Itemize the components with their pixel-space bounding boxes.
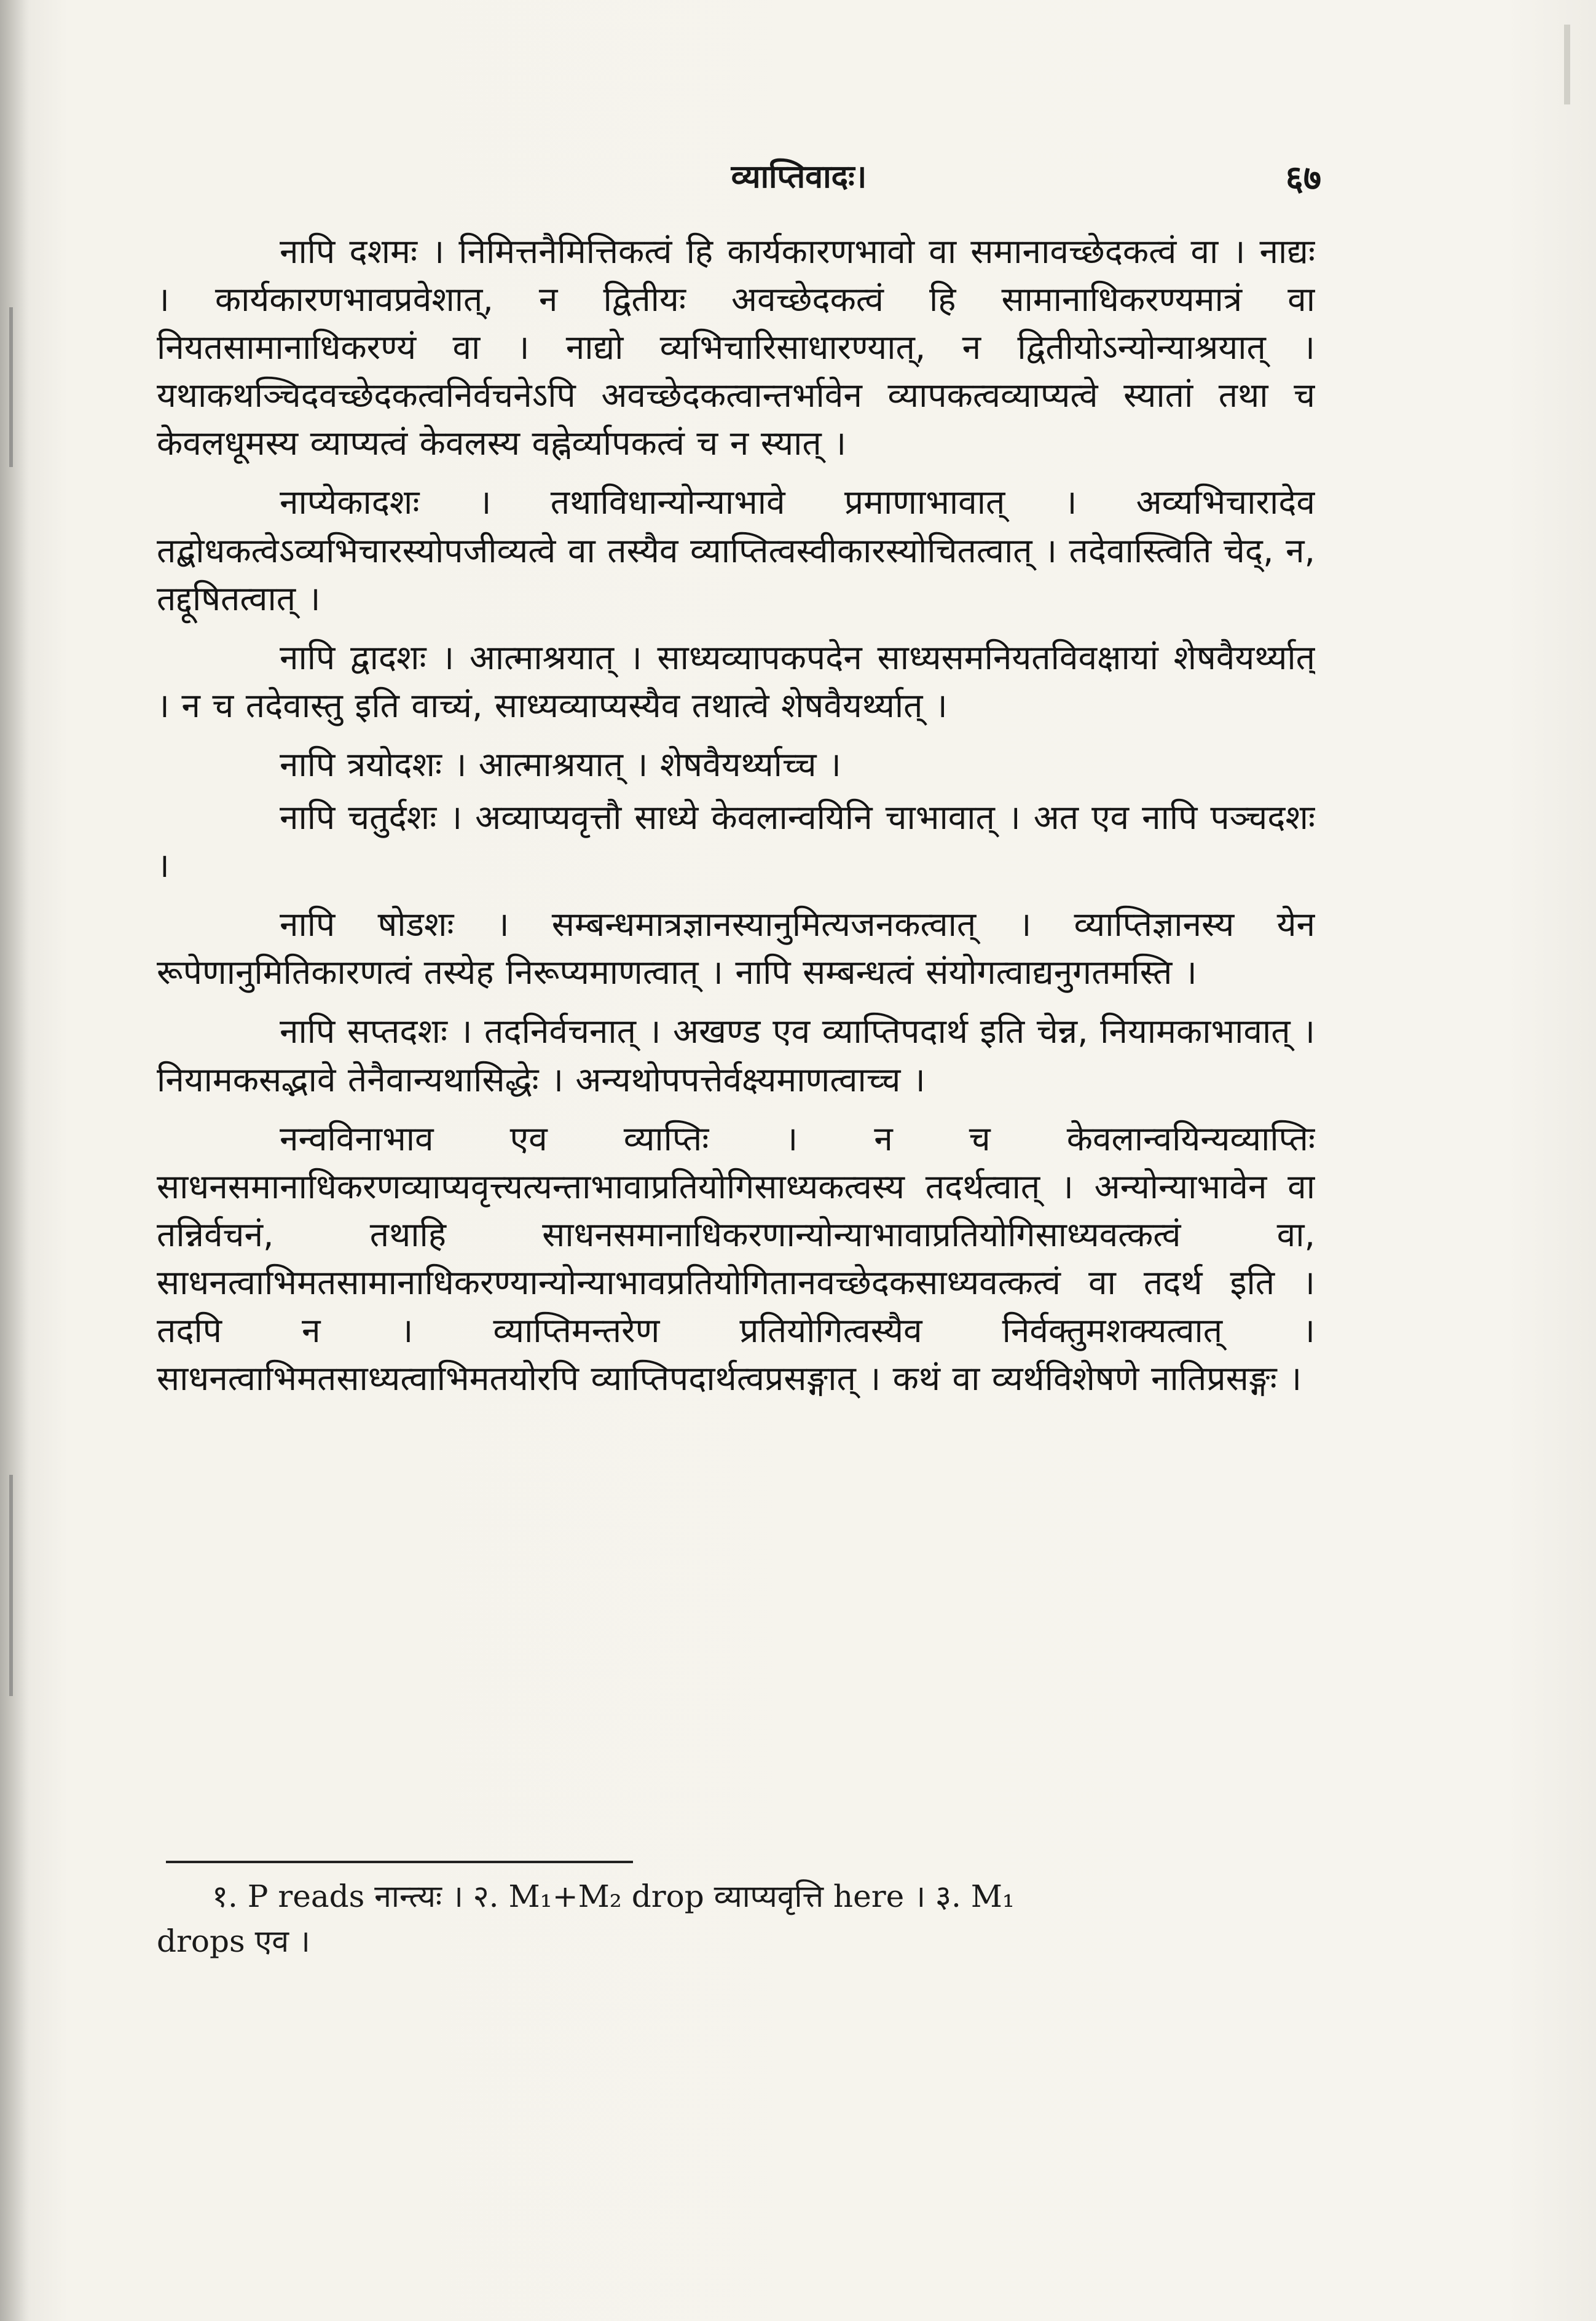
margin-mark <box>9 307 13 467</box>
paragraph-avinabhava: नन्वविनाभाव एव व्याप्तिः । न च केवलान्वयिन्यव्याप्तिः साधनसमानाधिकरणव्याप्यवृत्त्यत्यन्ताभावाप्रतियोगिसाध्यकत्वस्य तदर्थत्वात् । अन्योन्याभावेन वा तन्निर्वचनं, तथाहि साधनसमानाधिकरणान्योन्याभावाप्रतियोगिसाध्यवत्कत्वं वा, साधनत्वाभिमतसामानाधिकरण्यान्योन्याभावप्रतियोगितानवच्छेदकसाध्यवत्कत्वं वा तदर्थ इति । तदपि न । व्याप्तिमन्तरेण प्रतियोगित्वस्यैव निर्वक्तुमशक्यत्वात् । साधनत्वाभिमतसाध्यत्वाभिमतयोरपि व्याप्तिपदार्थत्वप्रसङ्गात् । कथं वा व्यर्थविशेषणे नातिप्रसङ्गः । <box>157 1118 1315 1399</box>
paragraph-twelfth: नापि द्वादशः । आत्माश्रयात् । साध्यव्यापकपदेन साध्यसमनियतविवक्षायां शेषवैयर्थ्यात् । न च तदेवास्तु इति वाच्यं, साध्यव्याप्यस्यैव तथात्वे शेषवैयर्थ्यात् । <box>157 637 1315 725</box>
footnote-line: drops एव । <box>157 1923 310 1959</box>
margin-mark <box>9 1475 13 1696</box>
spine-shadow <box>0 0 29 2321</box>
running-title: व्याप्तिवादः। <box>731 158 867 195</box>
footnote-rule <box>166 1861 633 1863</box>
footnotes <box>157 1874 1315 1963</box>
paragraph-sixteenth: नापि षोडशः । सम्बन्धमात्रज्ञानस्यानुमित्यजनकत्वात् । व्याप्तिज्ञानस्य येन रूपेणानुमितिकारणत्वं तस्येह निरूप्यमाणत्वात् । नापि सम्बन्धत्वं संयोगत्वाद्यनुगतमस्ति । <box>157 905 1315 992</box>
footnote-line: १. P reads नान्त्यः । २. M₁+M₂ drop व्याप्यवृत्ति here । ३. M₁ <box>212 1879 1015 1914</box>
paragraph-thirteenth: नापि त्रयोदशः । आत्माश्रयात् । शेषवैयर्थ्याच्च । <box>280 744 841 784</box>
paragraph-seventeenth: नापि सप्तदशः । तदनिर्वचनात् । अखण्ड एव व्याप्तिपदार्थ इति चेन्न, नियामकाभावात् । नियामकसद्भावे तेनैवान्यथासिद्धेः । अन्यथोपपत्तेर्वक्ष्यमाणत्वाच्च । <box>157 1011 1315 1099</box>
paragraph-fourteenth: नापि चतुर्दशः । अव्याप्यवृत्तौ साध्ये केवलान्वयिनि चाभावात् । अत एव नापि पञ्चदशः । <box>157 798 1315 886</box>
paragraph-tenth: नापि दशमः । निमित्तनैमित्तिकत्वं हि कार्यकारणभावो वा समानावच्छेदकत्वं वा । नाद्यः । कार्यकारणभावप्रवेशात्, न द्वितीयः अवच्छेदकत्वं हि सामानाधिकरण्यमात्रं वा नियतसामानाधिकरण्यं वा । नाद्यो व्यभिचारिसाधारण्यात्, न द्वितीयोऽन्योन्याश्रयात् । यथाकथञ्चिदवच्छेदकत्वनिर्वचनेऽपि अवच्छेदकत्वान्तर्भावेन व्यापकत्वव्याप्यत्वे स्यातां तथा च केवलधूमस्य व्याप्यत्वं केवलस्य वह्नेर्व्यापकत्वं च न स्यात् । <box>157 232 1315 463</box>
scan-edge-mark <box>1564 25 1570 104</box>
page-number: ६७ <box>1285 158 1321 198</box>
paragraph-eleventh: नाप्येकादशः । तथाविधान्योन्याभावे प्रमाणाभावात् । अव्यभिचारादेव तद्बोधकत्वेऽव्यभिचारस्योपजीव्यत्वे वा तस्यैव व्याप्तित्वस्वीकारस्योचितत्वात् । तदेवास्त्विति चेद्, न, तद्दूषितत्वात् । <box>157 482 1315 618</box>
main-text <box>157 227 1315 1825</box>
